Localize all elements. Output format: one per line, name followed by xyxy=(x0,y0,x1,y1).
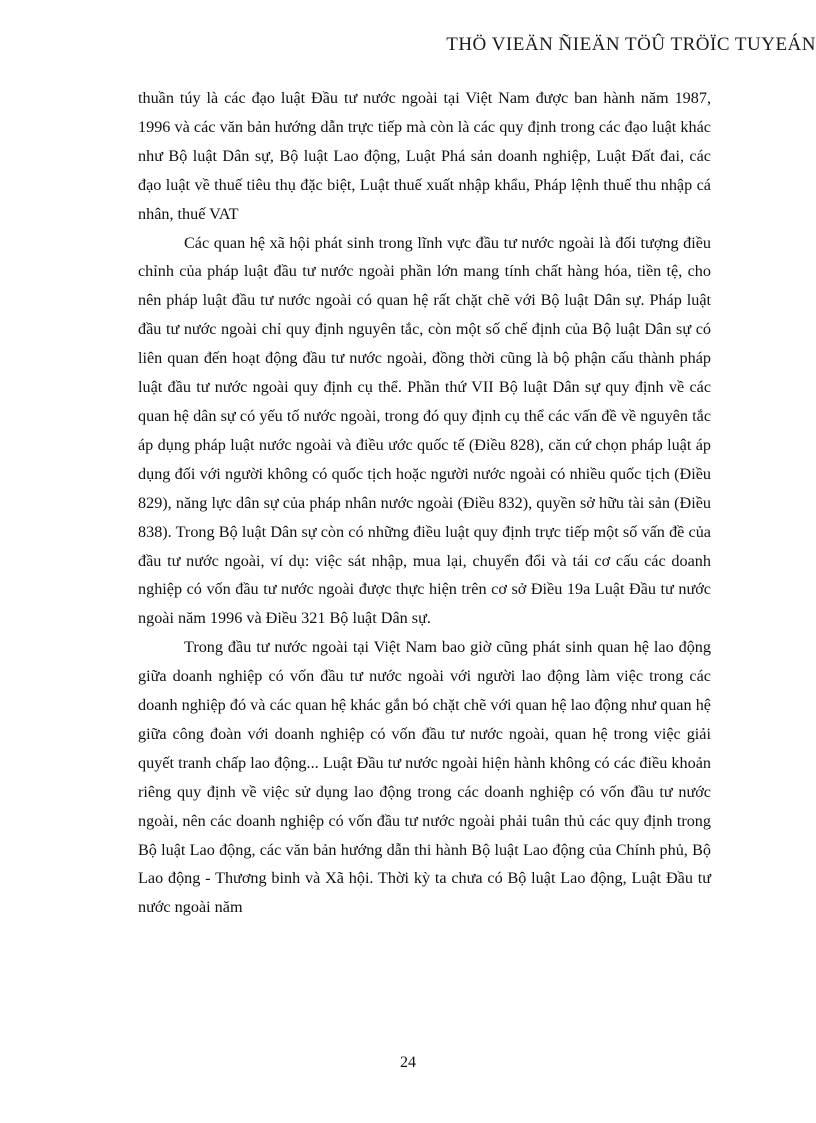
document-body xyxy=(138,84,711,922)
page-header: THÖ VIEÄN ÑIEÄN TÖÛ TRÖÏC TUYEÁN xyxy=(446,34,816,55)
paragraph-continuation: thuần túy là các đạo luật Đầu tư nước ngoài tại Việt Nam được ban hành năm 1987, 1996 và các văn bản hướng dẫn trực tiếp mà còn là các quy định trong các đạo luật khác như Bộ luật Dân sự, Bộ luật Lao động, Luật Phá sản doanh nghiệp, Luật Đất đai, các đạo luật về thuế tiêu thụ đặc biệt, Luật thuế xuất nhập khẩu, Pháp lệnh thuế thu nhập cá nhân, thuế VAT xyxy=(138,89,711,223)
paragraph-labor-relations: Trong đầu tư nước ngoài tại Việt Nam bao giờ cũng phát sinh quan hệ lao động giữa doanh nghiệp có vốn đầu tư nước ngoài với người lao động làm việc trong các doanh nghiệp đó và các quan hệ khác gắn bó chặt chẽ với quan hệ lao động như quan hệ giữa công đoàn với doanh nghiệp có vốn đầu tư nước ngoài, quan hệ trong việc giải quyết tranh chấp lao động... Luật Đầu tư nước ngoài hiện hành không có các điều khoản riêng quy định về việc sử dụng lao động trong các doanh nghiệp có vốn đầu tư nước ngoài, nên các doanh nghiệp có vốn đầu tư nước ngoài phải tuân thủ các quy định trong Bộ luật Lao động, các văn bản hướng dẫn thi hành Bộ luật Lao động của Chính phủ, Bộ Lao động - Thương binh và Xã hội. Thời kỳ ta chưa có Bộ luật Lao động, Luật Đầu tư nước ngoài năm xyxy=(138,638,711,917)
page-number: 24 xyxy=(400,1054,416,1071)
paragraph-civil-code: Các quan hệ xã hội phát sinh trong lĩnh vực đầu tư nước ngoài là đối tượng điều chỉnh của pháp luật đầu tư nước ngoài phần lớn mang tính chất hàng hóa, tiền tệ, cho nên pháp luật đầu tư nước ngoài có quan hệ rất chặt chẽ với Bộ luật Dân sự. Pháp luật đầu tư nước ngoài chỉ quy định nguyên tắc, còn một số chế định của Bộ luật Dân sự có liên quan đến hoạt động đầu tư nước ngoài, đồng thời cũng là bộ phận cấu thành pháp luật đầu tư nước ngoài quy định cụ thể. Phần thứ VII Bộ luật Dân sự quy định về các quan hệ dân sự có yếu tố nước ngoài, trong đó quy định cụ thể các vấn đề về nguyên tắc áp dụng pháp luật nước ngoài và điều ước quốc tế (Điều 828), căn cứ chọn pháp luật áp dụng đối với người không có quốc tịch hoặc người nước ngoài có nhiều quốc tịch (Điều 829), năng lực dân sự của pháp nhân nước ngoài (Điều 832), quyền sở hữu tài sản (Điều 838). Trong Bộ luật Dân sự còn có những điều luật quy định trực tiếp một số vấn đề của đầu tư nước ngoài, ví dụ: việc sát nhập, mua lại, chuyển đổi và tái cơ cấu các doanh nghiệp có vốn đầu tư nước ngoài được thực hiện trên cơ sở Điều 19a Luật Đầu tư nước ngoài năm 1996 và Điều 321 Bộ luật Dân sự. xyxy=(138,233,711,628)
